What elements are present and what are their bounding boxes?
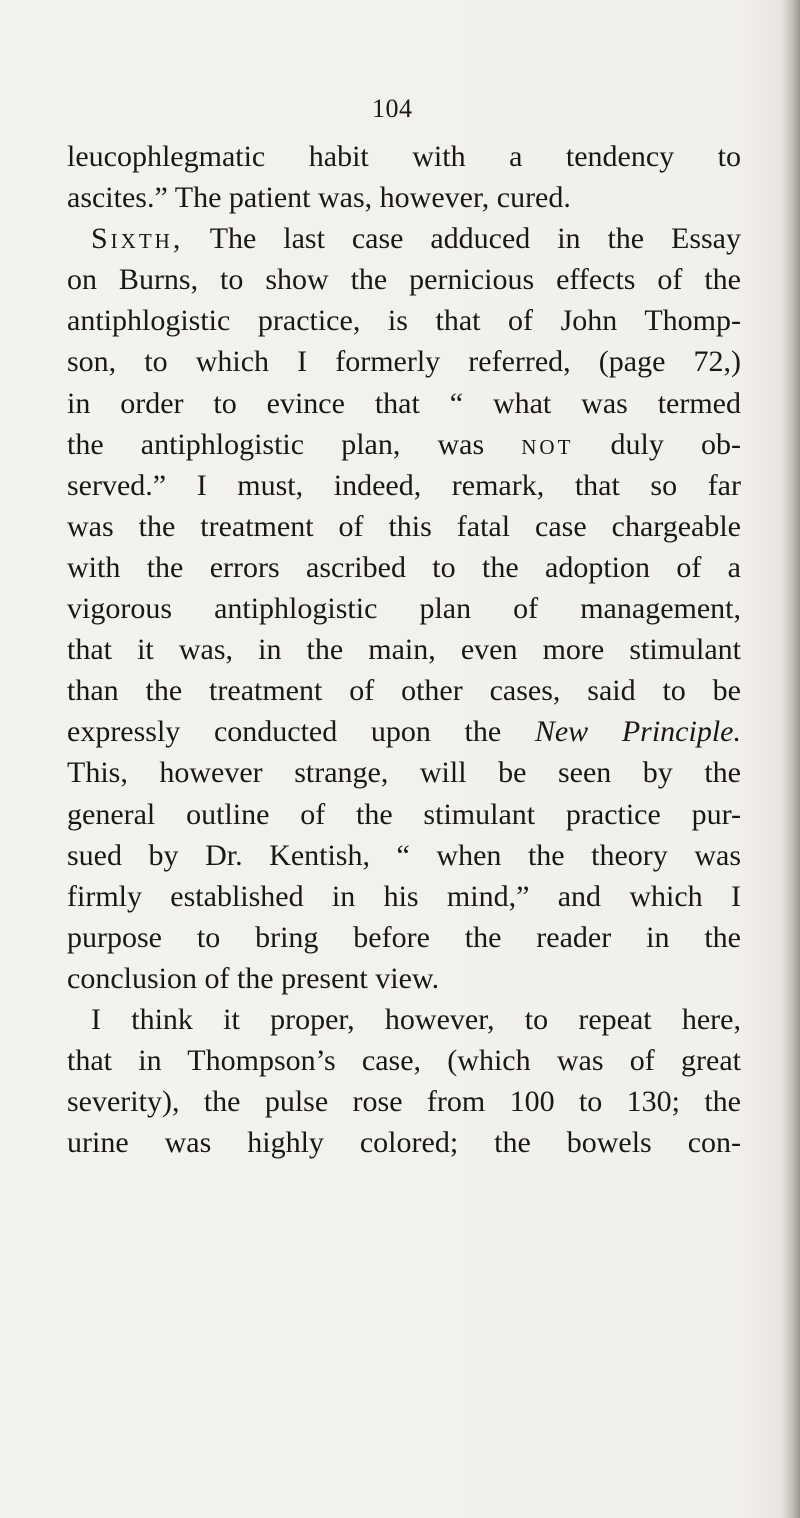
page-edge-shadow [782,0,800,1518]
text-line: general outline of the stimulant practice pur- [67,797,741,831]
text-line: sued by Dr. Kentish, “ when the theory was [67,838,741,872]
text-line: conclusion of the present view. [67,961,440,995]
text-line: I think it proper, however, to repeat here, [91,1002,741,1036]
text-line: in order to evince that “ what was termed [67,386,741,420]
text-line: that it was, in the main, even more stimulant [67,633,741,667]
text-line: This, however strange, will be seen by the [67,756,741,790]
text-line: Sixth, The last case adduced in the Essay [91,222,741,256]
text-line: was the treatment of this fatal case chargeable [67,509,741,543]
text-line: urine was highly colored; the bowels con- [67,1126,741,1160]
text-line: ascites.” The patient was, however, cured. [67,181,571,215]
text-line: son, to which I formerly referred, (page 72,) [67,345,741,379]
text-line: on Burns, to show the pernicious effects of the [67,263,741,297]
page-number: 104 [372,94,413,123]
text-line: with the errors ascribed to the adoption of a [67,550,741,584]
text-line: firmly established in his mind,” and which I [67,879,741,913]
text-line: leucophlegmatic habit with a tendency to [67,140,741,173]
text-line: that in Thompson’s case, (which was of great [67,1044,741,1078]
text-line: purpose to bring before the reader in the [67,920,741,954]
body-text [67,136,741,1163]
text-line: expressly conducted upon the New Principle. [67,715,741,749]
text-line: severity), the pulse rose from 100 to 130; the [67,1085,741,1119]
text-line: vigorous antiphlogistic plan of management, [67,592,741,626]
emphasis-not: not [521,427,574,461]
text-line: antiphlogistic practice, is that of John Thomp- [67,304,741,338]
section-marker: Sixth, [91,222,184,256]
italic-phrase: New Principle. [534,715,741,749]
text-line: than the treatment of other cases, said to be [67,674,741,708]
text-line: served.” I must, indeed, remark, that so far [67,468,741,502]
text-line: the antiphlogistic plan, was not duly ob- [67,427,742,461]
